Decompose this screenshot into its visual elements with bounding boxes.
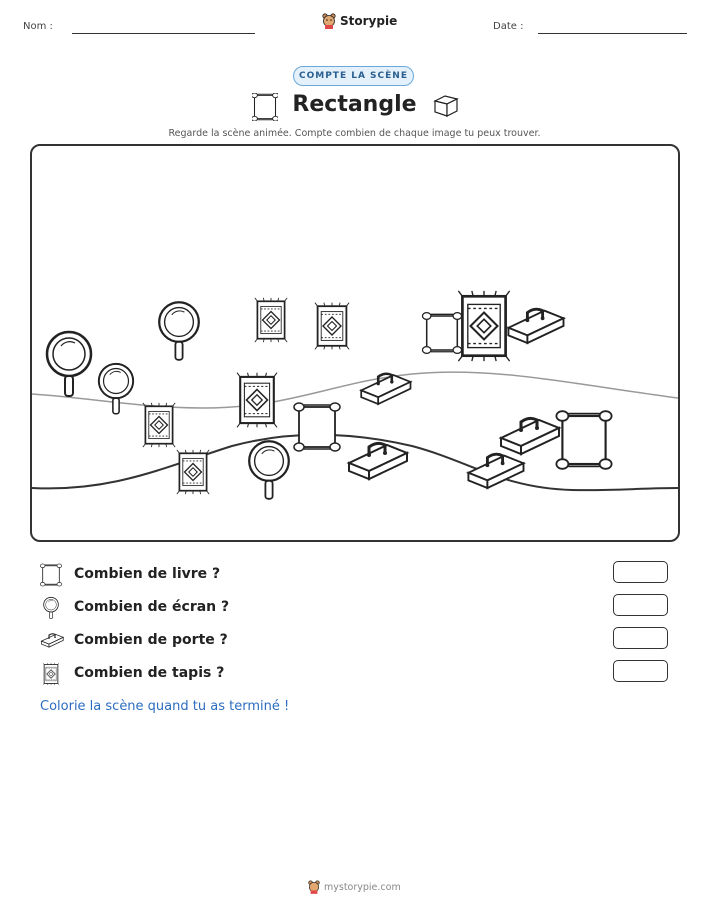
answer-box[interactable]	[613, 627, 668, 649]
scroll-icon	[40, 563, 62, 587]
magnifier-icon	[47, 332, 91, 396]
date-field[interactable]	[538, 33, 687, 34]
question-label: Combien de tapis ?	[74, 665, 225, 681]
scene-panel	[30, 144, 680, 542]
rug-icon	[255, 298, 287, 342]
bear-icon	[308, 880, 320, 894]
question-row	[40, 594, 680, 622]
wood-block-icon	[508, 309, 563, 343]
footer-url[interactable]: mystorypie.com	[324, 881, 401, 893]
answer-box[interactable]	[613, 594, 668, 616]
scene-illustration	[32, 146, 678, 540]
date-label: Date :	[493, 21, 524, 32]
question-label: Combien de écran ?	[74, 599, 230, 615]
question-row	[40, 660, 680, 688]
name-label: Nom :	[23, 21, 53, 32]
scroll-icon	[422, 313, 461, 354]
question-label: Combien de livre ?	[74, 566, 221, 582]
brand-name: Storypie	[340, 14, 398, 28]
magnifier-icon	[159, 302, 199, 360]
activity-badge: COMPTE LA SCÈNE	[293, 66, 414, 86]
magnifier-icon	[99, 364, 133, 414]
rug-icon	[177, 450, 209, 494]
rug-icon	[315, 303, 349, 350]
rug-icon	[40, 662, 62, 686]
page-title: Rectangle	[292, 92, 417, 117]
bear-icon	[322, 13, 336, 29]
rug-icon	[237, 373, 277, 428]
wood-block-icon	[349, 443, 407, 479]
rug-icon	[458, 291, 509, 361]
answer-box[interactable]	[613, 660, 668, 682]
magnifier-icon	[40, 596, 62, 620]
name-field[interactable]	[72, 33, 255, 34]
footer	[308, 880, 401, 894]
scroll-icon	[556, 411, 611, 469]
coloring-note: Colorie la scène quand tu as terminé !	[40, 699, 290, 714]
question-row	[40, 561, 680, 589]
wood-block-icon	[40, 629, 64, 651]
wood-block-icon	[501, 418, 559, 454]
cube-icon	[431, 93, 461, 119]
scroll-icon	[294, 403, 340, 451]
magnifier-icon	[249, 441, 289, 499]
storypie-logo	[322, 13, 397, 29]
rug-icon	[143, 403, 175, 447]
question-row	[40, 627, 680, 655]
answer-box[interactable]	[613, 561, 668, 583]
question-label: Combien de porte ?	[74, 632, 228, 648]
wood-block-icon	[361, 374, 410, 404]
instructions: Regarde la scène animée. Compte combien de chaque image tu peux trouver.	[168, 128, 541, 139]
